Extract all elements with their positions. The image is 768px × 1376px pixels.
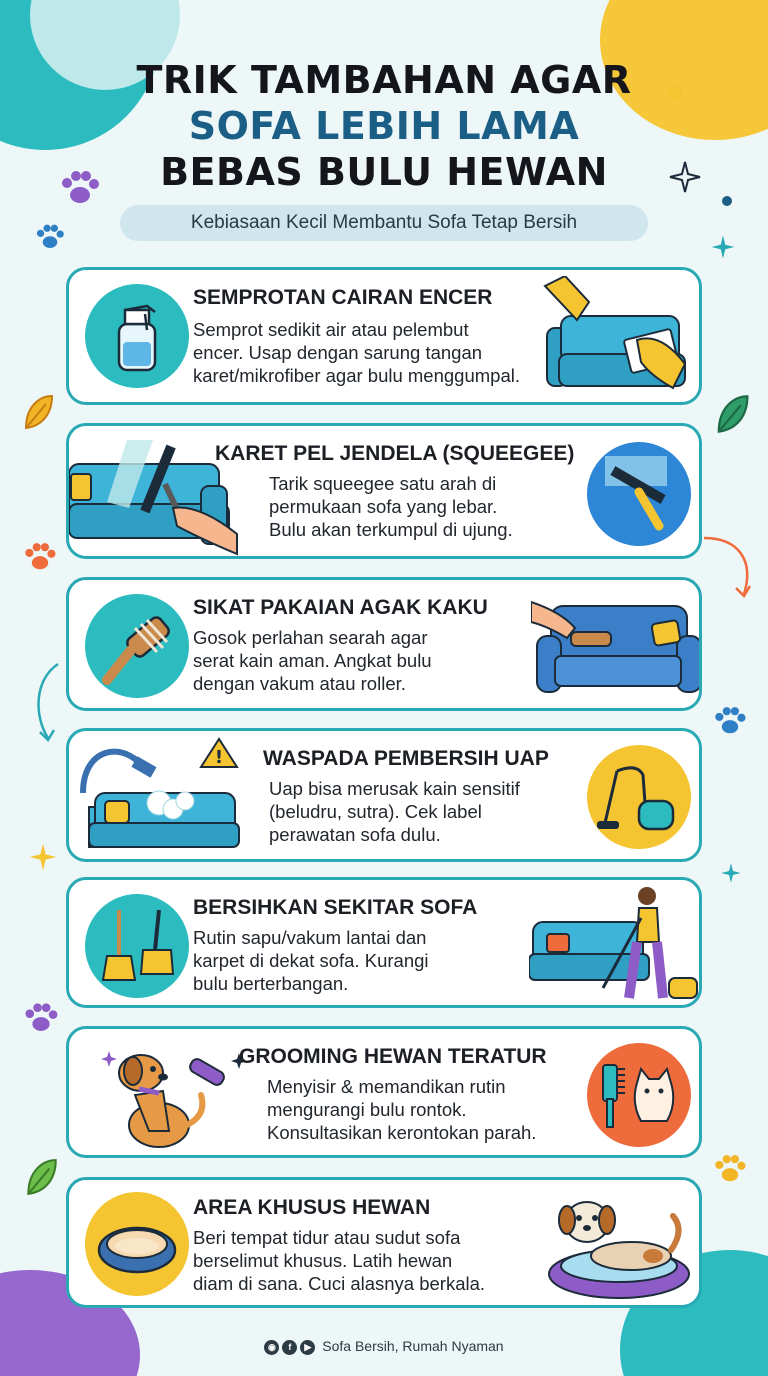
paw-print-icon	[22, 1000, 60, 1036]
footer	[0, 1338, 768, 1355]
dot-decoration	[722, 196, 732, 206]
tip-card-grooming	[66, 1026, 702, 1158]
tip-card-brush	[66, 577, 702, 711]
sofa-brushing-illustration	[531, 592, 701, 708]
tip-title: WASPADA PEMBERSIH UAP	[263, 747, 549, 770]
leaf-icon	[712, 392, 752, 436]
page-title-line-1: TRIK TAMBAHAN AGAR	[136, 58, 632, 102]
tip-card-pet-area	[66, 1177, 702, 1308]
person-vacuuming-illustration	[529, 884, 701, 1008]
sparkle-icon	[710, 234, 736, 260]
tip-title: KARET PEL JENDELA (SQUEEGEE)	[215, 442, 575, 465]
leaf-icon	[20, 392, 56, 432]
tip-title: GROOMING HEWAN TERATUR	[239, 1045, 547, 1068]
tip-description: Tarik squeegee satu arah di permukaan sofa yang lebar. Bulu akan terkumpul di ujung.	[269, 473, 513, 540]
tip-card-steam	[66, 728, 702, 862]
tip-title: AREA KHUSUS HEWAN	[193, 1196, 431, 1219]
page-subtitle: Kebiasaan Kecil Membantu Sofa Tetap Bersih	[120, 205, 648, 241]
tip-title: SEMPROTAN CAIRAN ENCER	[193, 286, 493, 309]
tip-title: SIKAT PAKAIAN AGAK KAKU	[193, 596, 488, 619]
tip-card-squeegee	[66, 423, 702, 559]
curved-arrow-decoration	[700, 532, 760, 602]
pet-bed-icon	[85, 1192, 189, 1296]
sparkle-icon	[720, 862, 742, 884]
tip-description: Gosok perlahan searah agar serat kain aman. Angkat bulu dengan vakum atau roller.	[193, 627, 432, 694]
footer-text: Sofa Bersih, Rumah Nyaman	[322, 1338, 504, 1354]
paw-print-icon	[712, 704, 748, 738]
curved-arrow-decoration	[28, 660, 68, 744]
dog-in-pet-bed-illustration	[535, 1186, 695, 1304]
broom-dustpan-icon	[85, 894, 189, 998]
pet-grooming-icon	[587, 1043, 691, 1147]
page-title-line-3: BEBAS BULU HEWAN	[160, 150, 608, 194]
paw-print-icon	[712, 1152, 748, 1186]
facebook-icon[interactable]: f	[282, 1340, 297, 1355]
spray-bottle-icon	[85, 284, 189, 388]
squeegee-icon	[587, 442, 691, 546]
paw-print-icon	[22, 540, 58, 574]
leaf-icon	[22, 1156, 60, 1198]
tip-title: BERSIHKAN SEKITAR SOFA	[193, 896, 478, 919]
tip-card-spray	[66, 267, 702, 405]
paw-print-icon	[34, 222, 66, 252]
page-title-line-2: SOFA LEBIH LAMA	[188, 104, 580, 148]
tip-description: Menyisir & memandikan rutin mengurangi bulu rontok. Konsultasikan kerontokan parah.	[267, 1076, 537, 1143]
sofa-squeegee-illustration	[69, 434, 239, 558]
clothes-brush-icon	[85, 594, 189, 698]
tip-description: Semprot sedikit air atau pelembut encer. Usap dengan sarung tangan karet/mikrofiber agar bulu menggumpal.	[193, 319, 520, 386]
dog-brushing-illustration	[89, 1035, 259, 1155]
svg-text:!: !	[214, 747, 224, 768]
tip-description: Beri tempat tidur atau sudut sofa berselimut khusus. Latih hewan diam di sana. Cuci alasnya berkala.	[193, 1227, 486, 1294]
tip-description: Uap bisa merusak kain sensitif (beludru, sutra). Cek label perawatan sofa dulu.	[269, 778, 520, 845]
tip-card-around-sofa	[66, 877, 702, 1008]
instagram-icon[interactable]: ◉	[264, 1340, 279, 1355]
sofa-wiping-glove-illustration	[541, 276, 701, 402]
steam-cleaning-sofa-illustration	[73, 737, 259, 859]
tip-description: Rutin sapu/vakum lantai dan karpet di dekat sofa. Kurangi bulu berterbangan.	[193, 927, 429, 994]
sparkle-icon	[28, 842, 58, 872]
youtube-icon[interactable]: ▶	[300, 1340, 315, 1355]
steam-cleaner-icon	[587, 745, 691, 849]
